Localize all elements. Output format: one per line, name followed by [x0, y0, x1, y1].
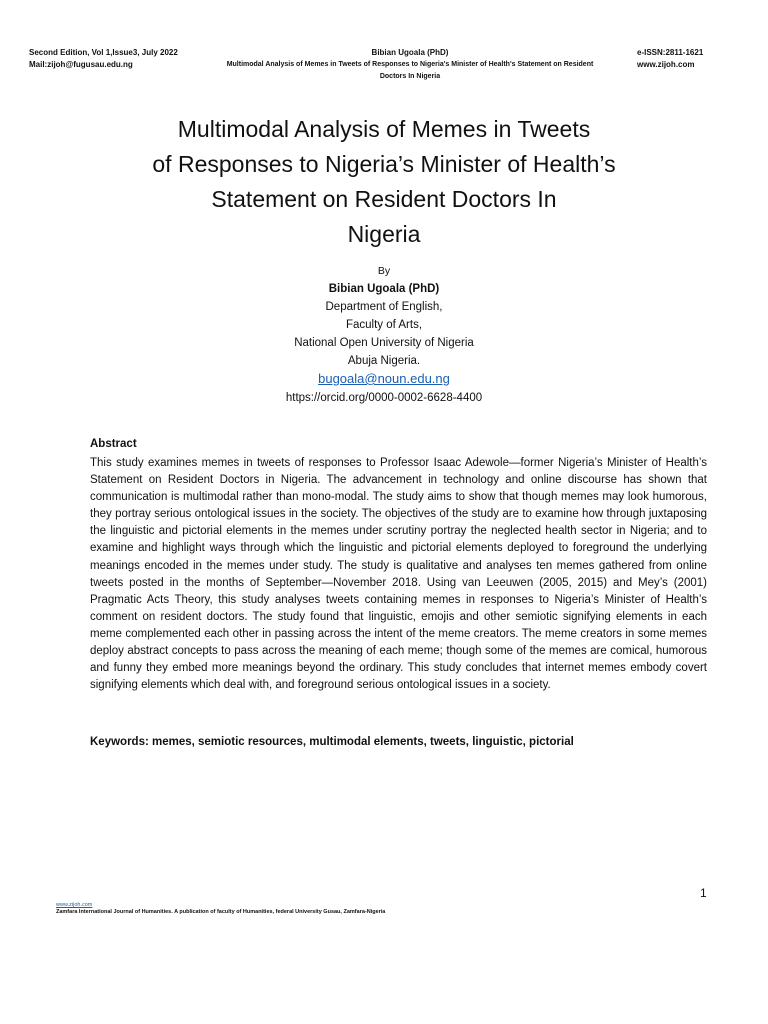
keywords: Keywords: memes, semiotic resources, multimodal elements, tweets, linguistic, pictorial — [90, 736, 574, 748]
journal-mail: Mail:zijoh@fugusau.edu.ng — [29, 60, 133, 69]
running-author: Bibian Ugoala (PhD) — [371, 48, 449, 57]
header-center — [200, 47, 620, 83]
abstract-heading: Abstract — [90, 438, 137, 450]
page-number: 1 — [700, 886, 707, 900]
title-line-1: Multimodal Analysis of Memes in Tweets — [177, 116, 591, 142]
running-title-line2: Doctors In Nigeria — [379, 73, 441, 80]
footer-url-link[interactable]: www.zijoh.com — [56, 902, 93, 908]
author-city: Abuja Nigeria. — [347, 355, 421, 367]
author-university: National Open University of Nigeria — [294, 337, 474, 349]
title-line-3: Statement on Resident Doctors In — [211, 186, 557, 212]
author-email-link[interactable]: bugoala@noun.edu.ng — [318, 371, 450, 386]
author-faculty: Faculty of Arts, — [345, 319, 423, 331]
author-block — [184, 262, 584, 407]
title-line-2: of Responses to Nigeria’s Minister of Health’s — [152, 151, 616, 177]
title-line-4: Nigeria — [347, 221, 421, 247]
author-name: Bibian Ugoala (PhD) — [328, 283, 440, 295]
issue-info: Second Edition, Vol 1,Issue3, July 2022 — [29, 48, 178, 57]
header-left — [29, 47, 178, 71]
author-orcid: https://orcid.org/0000-0002-6628-4400 — [285, 392, 483, 404]
issn: e-ISSN:2811-1621 — [637, 48, 704, 57]
running-title-line1: Multimodal Analysis of Memes in Tweets of Responses to Nigeria's Minister of Health's Statement on Resident — [226, 61, 594, 68]
journal-website: www.zijoh.com — [637, 60, 695, 69]
abstract-text: This study examines memes in tweets of responses to Professor Isaac Adewole—former Nigeria’s Minister of Health’s Statement on Resident Doctors in Nigeria. The advancement in technology and online discourse has shown that communication is multimodal rather than mono-modal. The study aims to show that though memes may look humorous, they portray serious ontological issues in the society. The objectives of the study are to examine how through juxtaposing the linguistic and pictorial elements in the memes under scrutiny portray the neglected health sector in Nigeria; and to examine and highlight ways through which the linguistic and pictorial elements deployed to foreground the underlying meanings encoded in the memes under study. The study is qualitative and analyses ten memes gathered from online tweets posted in the months of September—November 2018. Using van Leeuwen (2005, 2015) and Mey’s (2001) Pragmatic Acts Theory, this study analyses tweets containing memes in responses to Nigeria’s Minister of Health’s comment on resident doctors. The study found that linguistic, emojis and other semiotic signifying elements in each meme complemented each other in passing across the intent of the meme creators. The meme creators in some memes deploy abstract concepts to pass across the meaning of each meme; though some of the memes are comical, humorous and funny they embed more meanings beyond the ordinary. This study concludes that internet memes embody covert signifying elements which deal with, and foreground serious ontological issues in a society. — [90, 457, 707, 692]
author-department: Department of English, — [325, 301, 443, 313]
by-label: By — [377, 265, 391, 277]
footer-note: Zamfara International Journal of Humanities. A publication of faculty of Humanities, federal University Gusau, Zamfara-Nigeria — [56, 909, 386, 915]
paper-title — [84, 112, 684, 252]
header-right — [637, 47, 703, 71]
